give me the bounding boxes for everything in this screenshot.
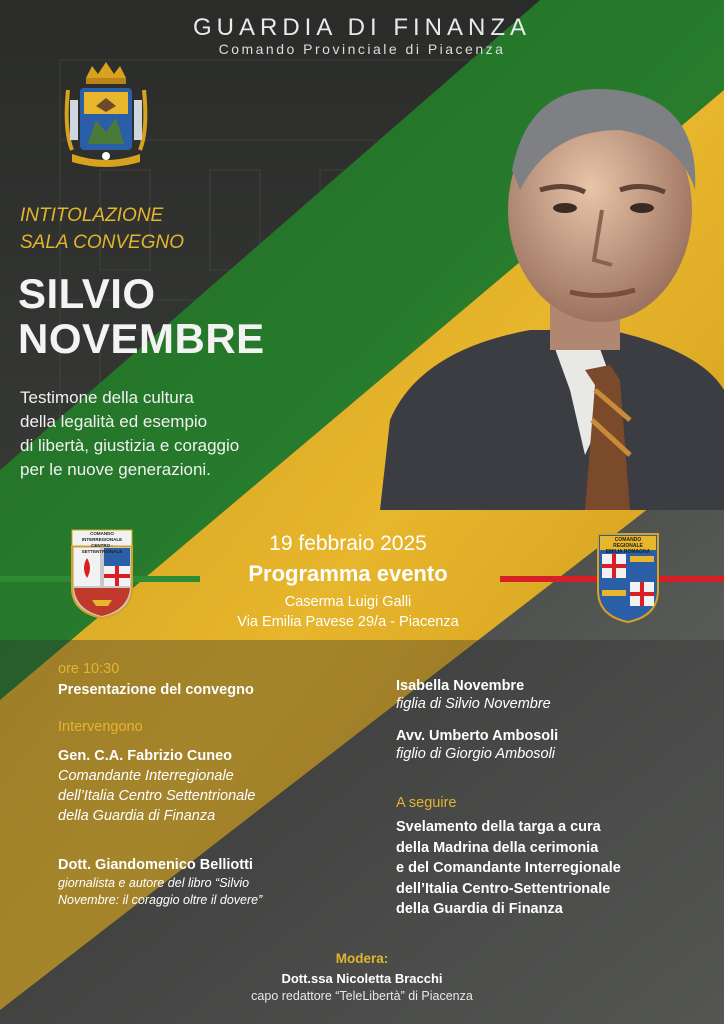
speaker-name: Avv. Umberto Ambosoli	[396, 728, 559, 744]
speaker-block	[58, 857, 262, 909]
program-time: ore 10:30	[58, 661, 120, 677]
description-line: di libertà, giustizia e coraggio	[20, 436, 240, 455]
interregional-command-crest	[70, 528, 134, 620]
description-line: Testimone della cultura	[20, 388, 194, 407]
speaker-block	[396, 678, 551, 714]
honoree-description	[20, 386, 239, 482]
speaker-block	[58, 748, 255, 826]
following-label: A seguire	[396, 795, 457, 811]
left-crest-text: CENTRO - SETTENTRIONALE	[81, 543, 123, 554]
speaker-role: della Guardia di Finanza	[58, 808, 216, 824]
honoree-last-name: NOVEMBRE	[18, 315, 265, 362]
left-crest-text: COMANDO INTERREGIONALE	[81, 531, 123, 542]
title-kicker-line-1: INTITOLAZIONE	[20, 205, 164, 226]
speaker-role: figlia di Silvio Novembre	[396, 696, 551, 712]
program-title: Programma evento	[248, 561, 448, 586]
right-crest-text: COMANDO REGIONALE	[613, 537, 643, 549]
speaker-role: figlio di Giorgio Ambosoli	[396, 746, 556, 762]
speaker-role: Novembre: il coraggio oltre il dovere”	[58, 893, 263, 907]
guardia-di-finanza-crest	[62, 60, 150, 172]
speaker-role: dell’Italia Centro Settentrionale	[58, 788, 256, 804]
moderator-role: capo redattore “TeleLibertà” di Piacenza	[251, 989, 473, 1003]
speakers-label: Intervengono	[58, 719, 143, 735]
moderator-label: Modera:	[335, 951, 389, 966]
speaker-name: Isabella Novembre	[396, 678, 525, 694]
following-line: della Guardia di Finanza	[396, 901, 563, 917]
speaker-name: Gen. C.A. Fabrizio Cuneo	[58, 748, 233, 764]
following-line: e del Comandante Interregionale	[396, 860, 621, 876]
event-address: Via Emilia Pavese 29/a - Piacenza	[237, 614, 459, 630]
title-kicker-line-2: SALA CONVEGNO	[20, 232, 185, 253]
org-title: GUARDIA DI FINANZA	[192, 14, 532, 41]
moderator-name: Dott.ssa Nicoletta Bracchi	[281, 971, 443, 986]
event-venue: Caserma Luigi Galli	[284, 594, 412, 610]
honoree-first-name: SILVIO	[18, 270, 156, 317]
following-line: dell’Italia Centro-Settentrionale	[396, 880, 611, 897]
command-subtitle: Comando Provinciale di Piacenza	[218, 41, 506, 57]
description-line: per le nuove generazioni.	[20, 460, 211, 479]
program-opening: Presentazione del convegno	[58, 682, 254, 698]
portrait-photo	[380, 60, 724, 510]
speaker-role: Comandante Interregionale	[58, 768, 234, 784]
regional-command-crest	[596, 532, 660, 624]
speaker-name: Dott. Giandomenico Belliotti	[58, 857, 253, 873]
following-description	[396, 817, 621, 920]
description-line: della legalità ed esempio	[20, 412, 208, 431]
following-line: Svelamento della targa a cura	[396, 819, 601, 835]
speaker-role: giornalista e autore del libro “Silvio	[58, 876, 250, 890]
right-crest-text: EMILIA ROMAGNA	[605, 549, 651, 555]
speaker-block	[396, 728, 558, 764]
event-date: 19 febbraio 2025	[269, 532, 427, 555]
following-line: della Madrina della cerimonia	[396, 839, 599, 856]
